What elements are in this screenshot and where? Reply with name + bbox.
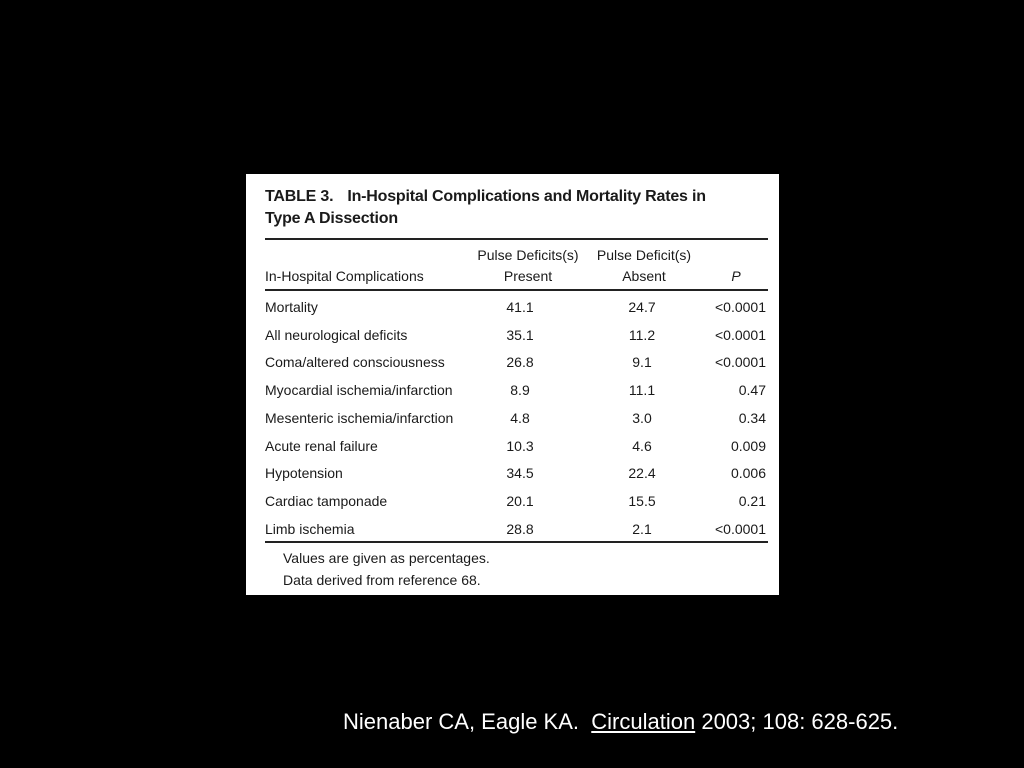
row-label: Acute renal failure (265, 437, 378, 454)
header-present (468, 245, 588, 287)
header-absent-line2: Absent (622, 268, 666, 284)
row-p-value: 0.21 (738, 492, 766, 509)
table-row (265, 459, 768, 487)
bottom-rule (265, 541, 768, 543)
row-p-value: 0.006 (730, 465, 766, 482)
row-label: Hypotension (265, 465, 343, 482)
row-label: All neurological deficits (265, 326, 408, 343)
row-present-value: 35.1 (506, 326, 534, 343)
row-absent-value: 22.4 (628, 465, 656, 482)
citation-details: 2003; 108: 628-625. (701, 709, 899, 734)
row-p-value: <0.0001 (715, 520, 766, 537)
row-absent-value: 11.2 (628, 326, 656, 343)
footnote-2: Data derived from reference 68. (283, 572, 481, 588)
row-label: Myocardial ischemia/infarction (265, 382, 453, 399)
row-absent-value: 15.5 (628, 492, 656, 509)
header-present-line1: Pulse Deficits(s) (477, 247, 579, 263)
row-p-value: <0.0001 (715, 326, 766, 343)
table-title-line2: Type A Dissection (265, 210, 398, 227)
row-p-value: 0.34 (738, 409, 766, 426)
citation (343, 706, 898, 738)
row-label: Mortality (265, 299, 318, 315)
table-row (265, 487, 768, 515)
row-p-value: 0.009 (730, 437, 766, 454)
table-row (265, 293, 768, 321)
table-panel (246, 174, 779, 595)
row-present-value: 26.8 (506, 354, 534, 371)
footnote-1: Values are given as percentages. (283, 550, 490, 566)
row-absent-value: 2.1 (632, 520, 652, 537)
table-title-line1: In-Hospital Complications and Mortality Rates in (347, 188, 706, 205)
row-absent-value: 11.1 (628, 382, 656, 399)
citation-journal: Circulation (591, 709, 696, 734)
row-present-value: 34.5 (506, 465, 534, 482)
row-present-value: 10.3 (506, 437, 534, 454)
row-absent-value: 4.6 (632, 437, 652, 454)
table-row (265, 404, 768, 432)
header-label: In-Hospital Complications (265, 268, 424, 284)
row-p-value: <0.0001 (715, 299, 766, 315)
top-rule (265, 238, 768, 240)
row-present-value: 41.1 (506, 299, 534, 315)
row-p-value: <0.0001 (715, 354, 766, 371)
row-present-value: 8.9 (510, 382, 530, 399)
row-label: Coma/altered consciousness (265, 354, 445, 371)
header-absent (589, 245, 699, 287)
table-row (265, 432, 768, 460)
row-absent-value: 24.7 (628, 299, 656, 315)
row-p-value: 0.47 (738, 382, 766, 399)
row-label: Mesenteric ischemia/infarction (265, 409, 454, 426)
table-row (265, 515, 768, 543)
table-title (265, 186, 755, 230)
table-row (265, 348, 768, 376)
citation-authors: Nienaber CA, Eagle KA. (343, 709, 580, 734)
header-p: P (731, 268, 741, 284)
header-rule (265, 289, 768, 291)
row-absent-value: 3.0 (632, 409, 652, 426)
row-label: Limb ischemia (265, 520, 355, 537)
row-label: Cardiac tamponade (265, 492, 388, 509)
table-number: TABLE 3. (265, 188, 334, 205)
header-absent-line1: Pulse Deficit(s) (596, 247, 692, 263)
table-row (265, 321, 768, 349)
row-present-value: 20.1 (506, 492, 534, 509)
row-absent-value: 9.1 (632, 354, 652, 371)
header-present-line2: Present (503, 268, 553, 284)
row-present-value: 4.8 (510, 409, 530, 426)
row-present-value: 28.8 (506, 520, 534, 537)
table-row (265, 376, 768, 404)
